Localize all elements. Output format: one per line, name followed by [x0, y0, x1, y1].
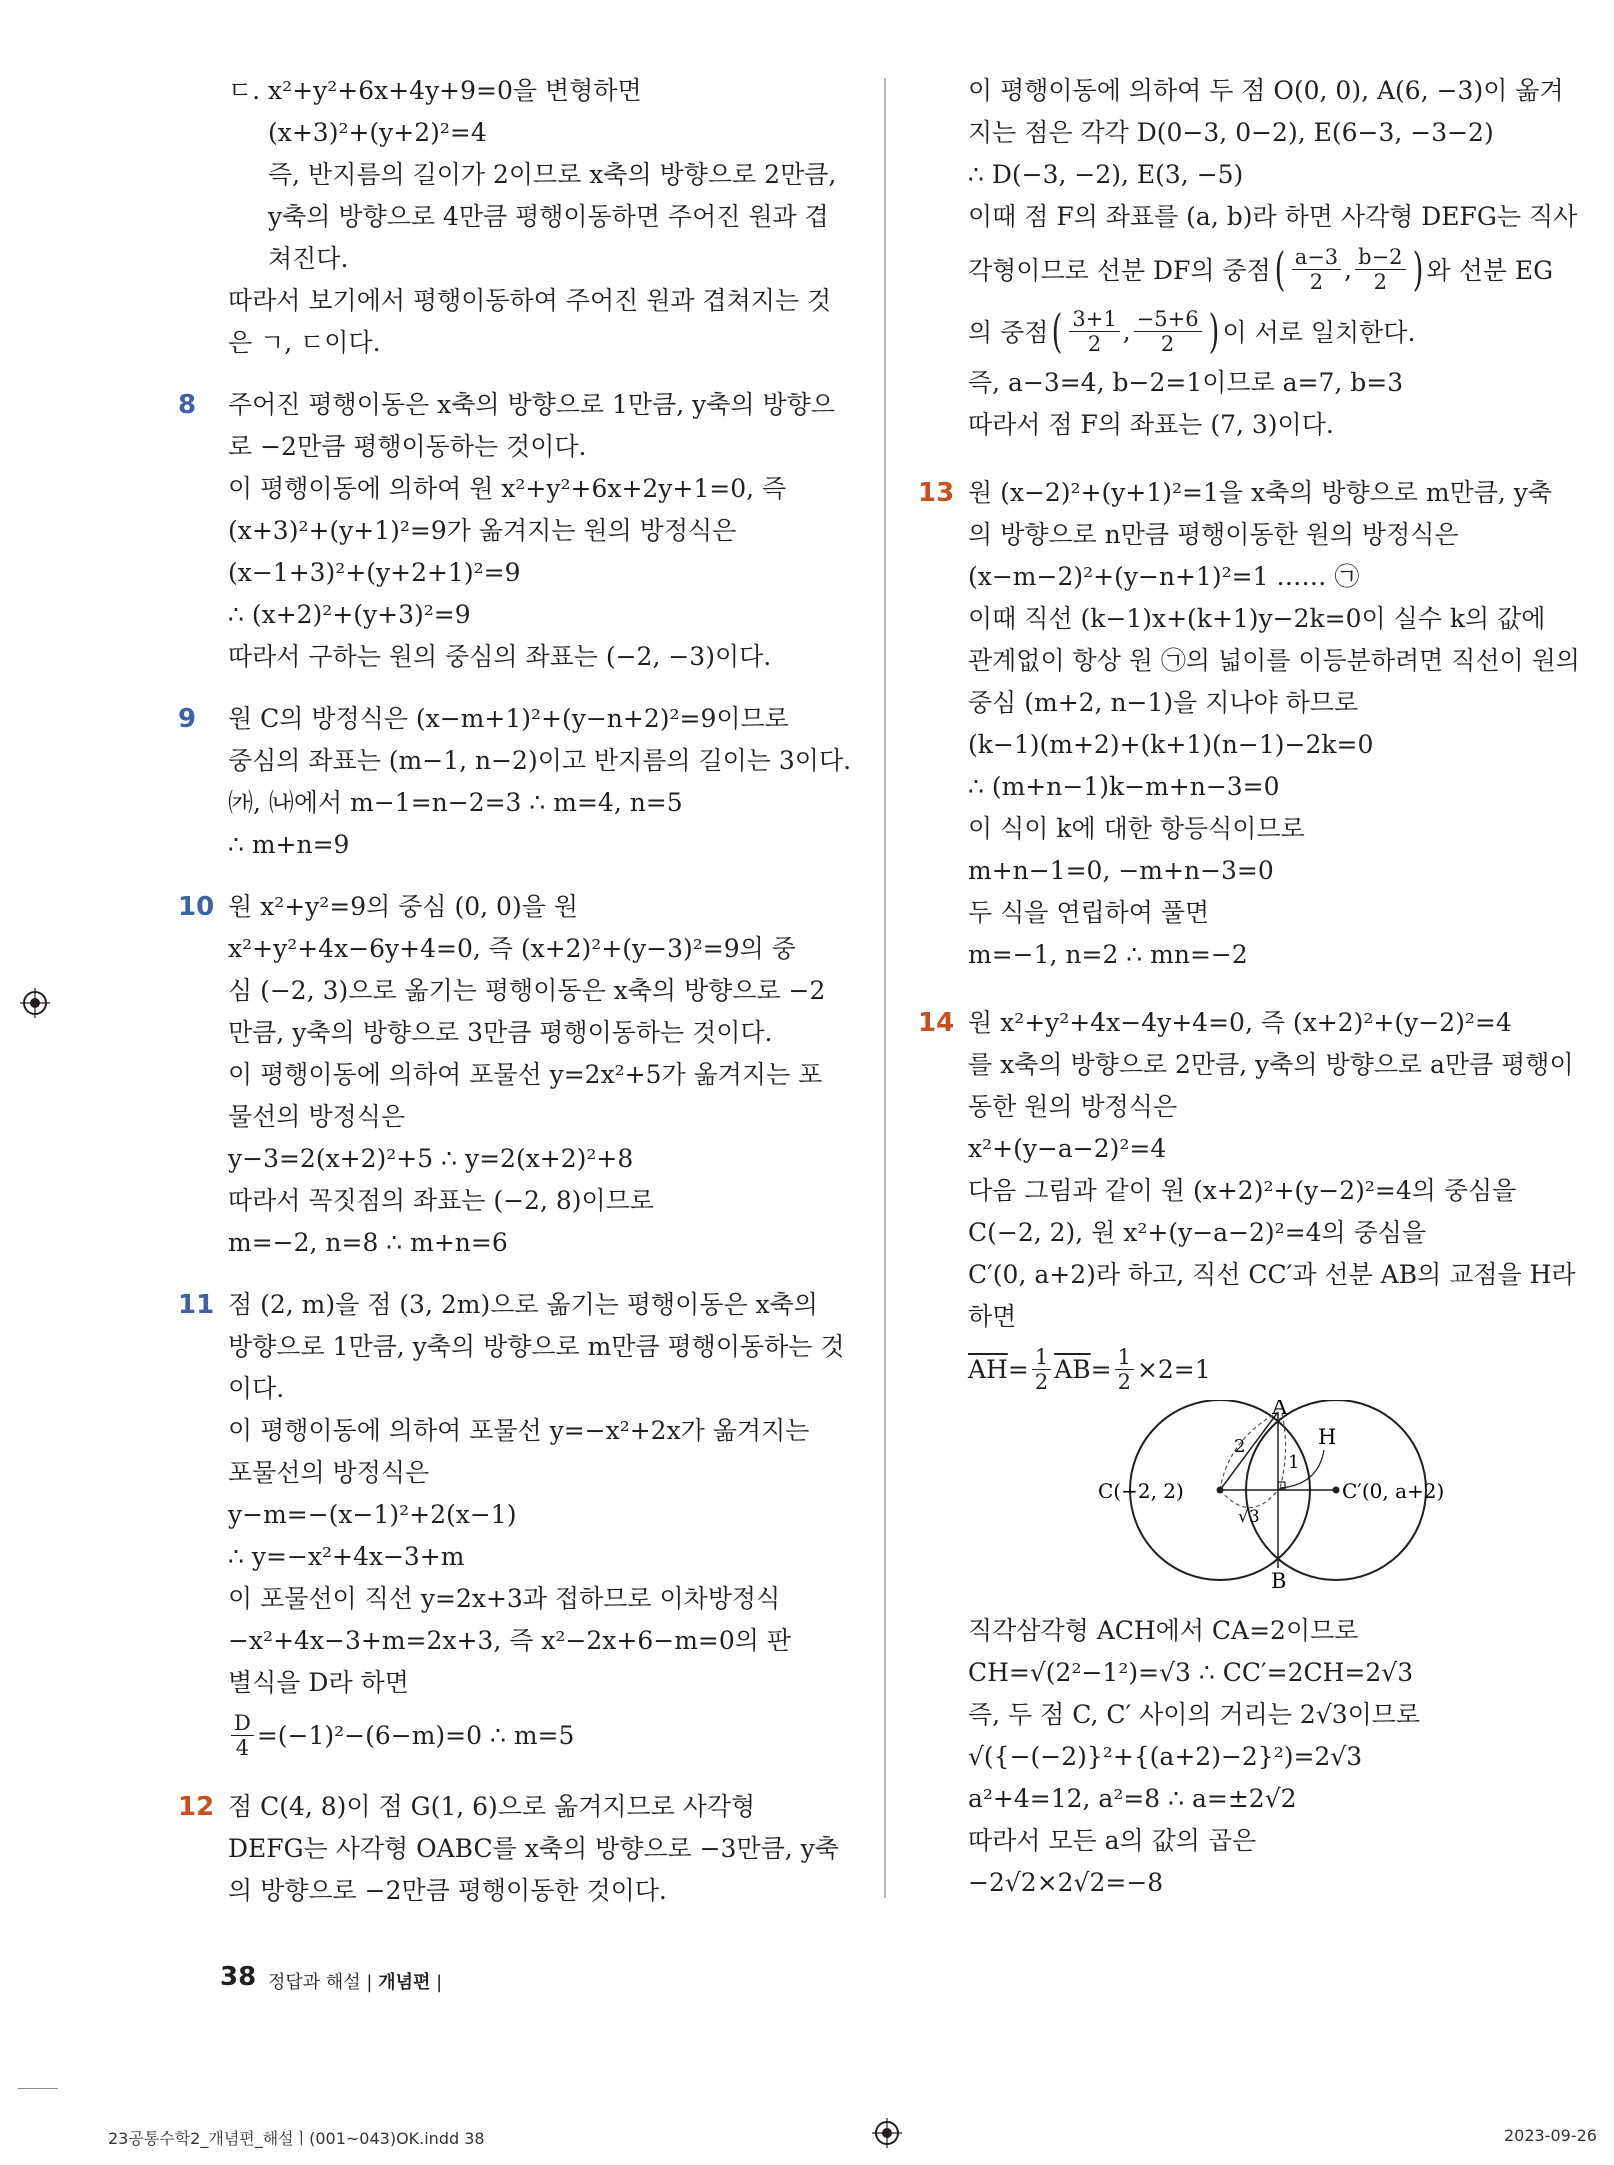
text-line: √({−(−2)}²+{(a+2)−2}²)=2√3 — [968, 1742, 1363, 1771]
text-line: 이 평행이동에 의하여 원 x²+y²+6x+2y+1=0, 즉 — [228, 474, 787, 503]
text-line: 의 방향으로 −2만큼 평행이동한 것이다. — [228, 1876, 667, 1905]
fraction-denominator: 2 — [1087, 331, 1102, 356]
label-2: 2 — [1234, 1436, 1246, 1457]
problem-number: 14 — [918, 1008, 955, 1038]
right-paren: ) — [1412, 242, 1423, 296]
text-line: 별식을 D라 하면 — [228, 1668, 409, 1697]
text-line: 만큼, y축의 방향으로 3만큼 평행이동하는 것이다. — [228, 1018, 773, 1047]
text-line: 이 식이 k에 대한 항등식이므로 — [968, 814, 1305, 843]
text-line: 중심의 좌표는 (m−1, n−2)이고 반지름의 길이는 3이다. — [228, 746, 852, 775]
fraction-denominator: 2 — [1373, 269, 1388, 294]
problem-number: 12 — [178, 1792, 215, 1822]
text-line: 이때 직선 (k−1)x+(k+1)y−2k=0이 실수 k의 값에 — [968, 604, 1546, 633]
fraction — [1032, 1345, 1051, 1394]
left-paren: ( — [1051, 304, 1063, 358]
text-line: ∴ D(−3, −2), E(3, −5) — [968, 160, 1244, 189]
text-fragment: 와 선분 EG — [1426, 256, 1554, 285]
problem-number: 8 — [178, 390, 197, 420]
registration-mark-icon — [872, 2118, 902, 2148]
fraction-denominator: 4 — [235, 1735, 250, 1760]
text-line: 를 x축의 방향으로 2만큼, y축의 방향으로 a만큼 평행이 — [968, 1050, 1574, 1079]
label-sqrt3: √3 — [1238, 1507, 1260, 1527]
text-line: 쳐진다. — [268, 244, 349, 273]
label-a: A — [1272, 1400, 1288, 1419]
label-h: H — [1318, 1425, 1337, 1449]
text-line: 하면 — [968, 1302, 1017, 1331]
text-line: ∴ (x+2)²+(y+3)²=9 — [228, 600, 471, 629]
right-paren: ) — [1208, 304, 1219, 358]
fraction-numerator: −5+6 — [1134, 307, 1202, 332]
problem-number: 9 — [178, 704, 197, 734]
footer-label — [268, 1968, 442, 1994]
text-line: 즉, a−3=4, b−2=1이므로 a=7, b=3 — [968, 368, 1404, 397]
text-line: x²+(y−a−2)²=4 — [968, 1134, 1167, 1163]
text-line: x²+y²+4x−6y+4=0, 즉 (x+2)²+(y−3)²=9의 중 — [228, 934, 796, 963]
intro-block — [228, 70, 848, 364]
left-column — [178, 70, 852, 1912]
text-line: 중심 (m+2, n−1)을 지나야 하므로 — [968, 688, 1359, 717]
text-line: 원 C의 방정식은 (x−m+1)²+(y−n+2)²=9이므로 — [228, 704, 789, 733]
text-line: 이때 점 F의 좌표를 (a, b)라 하면 사각형 DEFG는 직사 — [968, 202, 1578, 231]
text-line: C′(0, a+2)라 하고, 직선 CC′과 선분 AB의 교점을 H라 — [968, 1260, 1576, 1289]
text-line: 따라서 꼭짓점의 좌표는 (−2, 8)이므로 — [228, 1186, 654, 1215]
segment-ah: $\overline{AH}$ — [968, 1354, 1008, 1384]
fraction-denominator: 2 — [1160, 331, 1175, 356]
fraction-denominator: 2 — [1117, 1369, 1131, 1394]
text-line: 두 식을 연립하여 풀면 — [968, 898, 1210, 927]
text-line: 직각삼각형 ACH에서 CA=2이므로 — [968, 1616, 1359, 1645]
text-line: (x−1+3)²+(y+2+1)²=9 — [228, 558, 521, 587]
text-line: (x+3)²+(y+1)²=9가 옮겨지는 원의 방정식은 — [228, 516, 737, 545]
text-line: (x−m−2)²+(y−n+1)²=1 …… ㉠ — [968, 562, 1360, 591]
text-line: 원 (x−2)²+(y+1)²=1을 x축의 방향으로 m만큼, y축 — [968, 478, 1553, 507]
text-line: 의 방향으로 n만큼 평행이동한 원의 방정식은 — [968, 520, 1459, 549]
equation-rest: ×2=1 — [1136, 1354, 1211, 1384]
text-fragment: 각형이므로 선분 DF의 중점 — [968, 256, 1271, 285]
text-line: 이 평행이동에 의하여 두 점 O(0, 0), A(6, −3)이 옮겨 — [968, 76, 1564, 105]
text-line: DEFG는 사각형 OABC를 x축의 방향으로 −3만큼, y축 — [228, 1834, 839, 1863]
problem-12-continued — [968, 70, 1578, 446]
text-line: 이다. — [228, 1374, 285, 1403]
label-b: B — [1271, 1569, 1287, 1593]
text-line: 물선의 방정식은 — [228, 1102, 405, 1131]
text-line: 이 평행이동에 의하여 포물선 y=2x²+5가 옮겨지는 포 — [228, 1060, 823, 1089]
two-circles-diagram — [968, 1400, 1548, 1610]
problem-12 — [178, 1786, 848, 1912]
text-line: 따라서 모든 a의 값의 곱은 — [968, 1826, 1257, 1855]
text-line: 지는 점은 각각 D(0−3, 0−2), E(6−3, −3−2) — [968, 118, 1494, 147]
fraction — [231, 1711, 254, 1760]
crop-mark — [18, 2088, 58, 2089]
segment-ca — [1220, 1412, 1278, 1490]
problem-number: 10 — [178, 892, 215, 922]
text-line: 주어진 평행이동은 x축의 방향으로 1만큼, y축의 방향으 — [228, 390, 835, 419]
midpoint-line: 각형이므로 선분 DF의 중점 ( $\frac{a-3}{2}$ , $\frac{b-2}{2}$ ) 와 선분 EG — [968, 242, 1554, 296]
problem-11 — [178, 1284, 848, 1766]
left-paren: ( — [1274, 242, 1286, 296]
problem-8 — [178, 384, 848, 678]
text-line: 심 (−2, 3)으로 옮기는 평행이동은 x축의 방향으로 −2 — [228, 976, 826, 1005]
text-line: m+n−1=0, −m+n−3=0 — [968, 856, 1274, 885]
text-line: 이 평행이동에 의하여 포물선 y=−x²+2x가 옮겨지는 — [228, 1416, 810, 1445]
text-line: 방향으로 1만큼, y축의 방향으로 m만큼 평행이동하는 것 — [228, 1332, 845, 1361]
text-line: 은 ㄱ, ㄷ이다. — [228, 328, 381, 357]
footer-title: 정답과 해설 — [268, 1972, 361, 1993]
segment-ab: $\overline{AB}$ — [1054, 1354, 1091, 1384]
text-line: (x+3)²+(y+2)²=4 — [268, 118, 487, 147]
text-line: (k−1)(m+2)+(k+1)(n−1)−2k=0 — [968, 730, 1374, 759]
text-line: ∴ (m+n−1)k−m+n−3=0 — [968, 772, 1280, 801]
text-line: 따라서 구하는 원의 중심의 좌표는 (−2, −3)이다. — [228, 642, 772, 671]
text-line: 로 −2만큼 평행이동하는 것이다. — [228, 432, 587, 461]
problem-9 — [178, 698, 852, 866]
footer-separator: | — [436, 1972, 443, 1993]
fraction-numerator: 1 — [1115, 1345, 1134, 1370]
text-line: ∴ y=−x²+4x−3+m — [228, 1542, 465, 1571]
slug-date: 2023-09-26 — [1504, 2126, 1597, 2145]
text-line: 포물선의 방정식은 — [228, 1458, 430, 1487]
text-line: 다음 그림과 같이 원 (x+2)²+(y−2)²=4의 중심을 — [968, 1176, 1517, 1205]
text-line: m=−1, n=2 ∴ mn=−2 — [968, 940, 1248, 969]
text-line: 점 (2, m)을 점 (3, 2m)으로 옮기는 평행이동은 x축의 — [228, 1290, 818, 1319]
fraction — [1069, 307, 1119, 356]
right-column — [918, 70, 1580, 1904]
label-1: 1 — [1288, 1452, 1300, 1473]
text-line: m=−2, n=8 ∴ m+n=6 — [228, 1228, 508, 1257]
text-line: y축의 방향으로 4만큼 평행이동하면 주어진 원과 겹 — [268, 202, 829, 231]
column-divider — [884, 78, 886, 1898]
text-line: ㄷ. x²+y²+6x+4y+9=0을 변형하면 — [228, 76, 642, 105]
text-line: 따라서 점 F의 좌표는 (7, 3)이다. — [968, 410, 1334, 439]
text-fragment: 이 서로 일치한다. — [1222, 318, 1416, 347]
text-line: 원 x²+y²=9의 중심 (0, 0)을 원 — [228, 892, 578, 921]
text-line: 즉, 두 점 C, C′ 사이의 거리는 2√3이므로 — [968, 1700, 1421, 1729]
text-fragment: 의 중점 — [968, 318, 1049, 347]
footer-section: 개념편 — [378, 1972, 431, 1993]
text-line: y−3=2(x+2)²+5 ∴ y=2(x+2)²+8 — [228, 1144, 634, 1173]
footer-separator: | — [366, 1972, 373, 1993]
text-line: 관계없이 항상 원 ㉠의 넓이를 이등분하려면 직선이 원의 — [968, 646, 1580, 675]
text-line: y−m=−(x−1)²+2(x−1) — [228, 1500, 517, 1529]
text-line: ∴ m+n=9 — [228, 830, 350, 859]
text-line: 점 C(4, 8)이 점 G(1, 6)으로 옮겨지므로 사각형 — [228, 1792, 756, 1821]
text-line: a²+4=12, a²=8 ∴ a=±2√2 — [968, 1784, 1297, 1813]
text-line: C(−2, 2), 원 x²+(y−a−2)²=4의 중심을 — [968, 1218, 1427, 1247]
fraction-denominator: 2 — [1309, 269, 1324, 294]
problem-14 — [918, 1002, 1576, 1904]
fraction-numerator: 3+1 — [1069, 307, 1119, 332]
label-c: C(−2, 2) — [1098, 1479, 1184, 1503]
discriminant-line — [228, 1704, 848, 1766]
text-line: 즉, 반지름의 길이가 2이므로 x축의 방향으로 2만큼, — [268, 160, 837, 189]
leader-h — [1280, 1450, 1324, 1488]
problem-10 — [178, 886, 848, 1264]
midpoint-line: 의 중점 ( $\frac{3+1}{2}$ , $\frac{-5+6}{2}$ ) 이 서로 일치한다. — [968, 304, 1416, 358]
fraction — [1115, 1345, 1134, 1394]
fraction — [1355, 245, 1405, 294]
fraction-numerator: D — [231, 1711, 254, 1736]
fraction-numerator: a−3 — [1292, 245, 1341, 270]
text-line: ㈎, ㈏에서 m−1=n−2=3 ∴ m=4, n=5 — [228, 788, 683, 817]
fraction-numerator: b−2 — [1355, 245, 1405, 270]
fraction-denominator: 2 — [1034, 1369, 1049, 1394]
text-line: 동한 원의 방정식은 — [968, 1092, 1178, 1121]
text-line: 따라서 보기에서 평행이동하여 주어진 원과 겹쳐지는 것 — [228, 286, 832, 315]
text-line: 이 포물선이 직선 y=2x+3과 접하므로 이차방정식 — [228, 1584, 781, 1613]
registration-mark-icon — [20, 988, 50, 1018]
point-c-prime — [1333, 1487, 1340, 1494]
label-c-prime: C′(0, a+2) — [1342, 1479, 1445, 1503]
text-line: −x²+4x−3+m=2x+3, 즉 x²−2x+6−m=0의 판 — [228, 1626, 792, 1655]
problem-13 — [918, 472, 1580, 976]
slug-filename: 23공통수학2_개념편_해설ㅣ(001~043)OK.indd 38 — [108, 2129, 485, 2148]
point-c — [1217, 1487, 1224, 1494]
fraction-numerator: 1 — [1032, 1345, 1051, 1370]
circles-figure — [1068, 1400, 1488, 1610]
text-line: CH=√(2²−1²)=√3 ∴ CC′=2CH=2√3 — [968, 1658, 1414, 1687]
fraction — [1134, 307, 1202, 356]
ah-equation: $\overline{AH}$ = $\frac{1}{2}$ $\overline{AB}$ = $\frac{1}{2}$ ×2=1 — [968, 1344, 1211, 1394]
text-line: −2√2×2√2=−8 — [968, 1868, 1164, 1897]
page-number: 38 — [220, 1962, 257, 1992]
arc-label-sqrt3 — [1220, 1490, 1278, 1508]
text-line: 원 x²+y²+4x−4y+4=0, 즉 (x+2)²+(y−2)²=4 — [968, 1008, 1512, 1037]
problem-number: 11 — [178, 1290, 215, 1320]
equation-rest: =(−1)²−(6−m)=0 ∴ m=5 — [256, 1720, 575, 1750]
problem-number: 13 — [918, 478, 955, 508]
fraction — [1292, 245, 1341, 294]
